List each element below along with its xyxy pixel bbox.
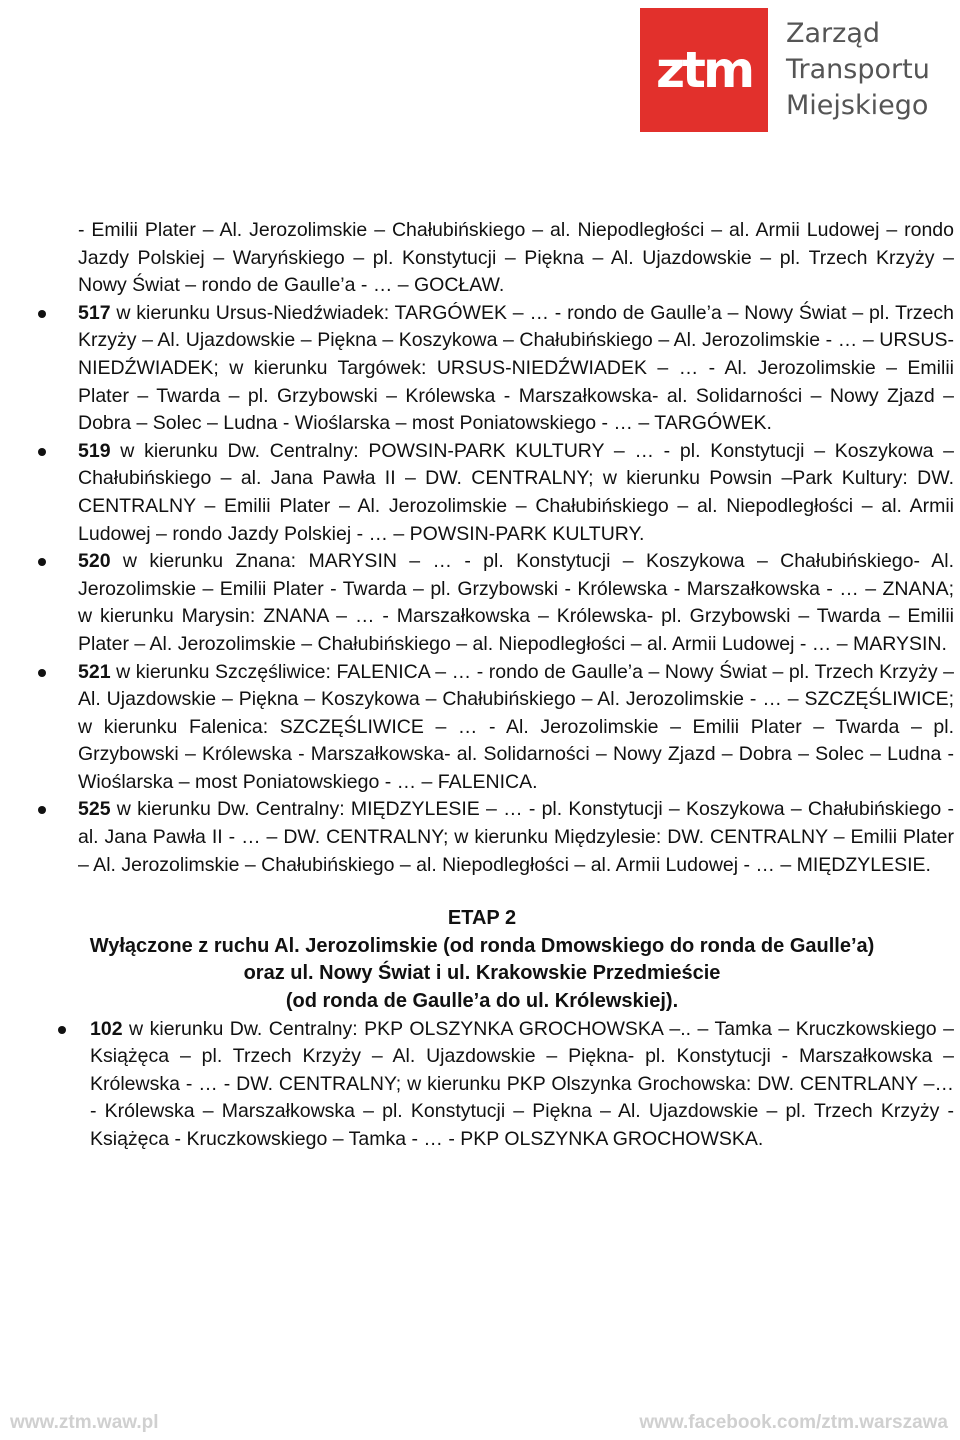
route-description: w kierunku Ursus-Niedźwiadek: TARGÓWEK – … - rondo de Gaulle’a – Nowy Świat – pl. Trzech Krzyży – Al. Ujazdowskie – Piękna – Koszykowa – Chałubińskiego – Al. Jerozolimskie - … – URSUS-NIEDŹWIADEK; w kierunku Targówek: URSUS-NIEDŹWIADEK – … - Al. Jerozolimskie – Emilii Plater – Twarda – pl. Grzybowski – Królewska - Marszałkowska- al. Solidarności – Nowy Zjazd – Dobra – Solec – Ludna - Wioślarska – most Poniatowskiego - … – TARGÓWEK.	[78, 301, 954, 435]
stage2-subheading-3: (od ronda de Gaulle’a do ul. Królewskiej).	[285, 990, 679, 1013]
footer-facebook-link[interactable]: www.facebook.com/ztm.warszawa	[639, 1412, 948, 1433]
route-item	[28, 548, 954, 658]
route-description: w kierunku Dw. Centralny: POWSIN-PARK KULTURY – … - pl. Konstytucji – Koszykowa – Chałubińskiego – al. Jana Pawła II – DW. CENTRALNY; w kierunku Powsin –Park Kultury: DW. CENTRALNY – Emilii Plater – Al. Jerozolimskie – Chałubińskiego – al. Niepodległości – al. Armii Ludowej – rondo Jazdy Polskiej - … – POWSIN-PARK KULTURY.	[78, 439, 954, 545]
route-list-stage2	[28, 1016, 954, 1154]
route-number: 520	[78, 550, 111, 573]
route-number: 519	[78, 439, 111, 462]
route-description: w kierunku Szczęśliwice: FALENICA – … - rondo de Gaulle’a – Nowy Świat – pl. Trzech Krzyży – Al. Ujazdowskie – Piękna – Koszykowa – Chałubińskiego – Al. Jerozolimskie - … – SZCZĘŚLIWICE; w kierunku Falenica: SZCZĘŚLIWICE – … - Al. Jerozolimskie – Emilii Plater – Twarda – pl. Grzybowski – Królewska - Marszałkowska- al. Solidarności – Nowy Zjazd – Dobra – Solec – Ludna - Wioślarska – most Poniatowskiego - … – FALENICA.	[78, 660, 954, 793]
logo-line-1: Zarząd	[786, 18, 880, 49]
route-item	[28, 659, 954, 797]
route-number: 525	[78, 798, 111, 821]
route-item	[28, 1016, 954, 1154]
logo-wordmark	[786, 16, 930, 124]
stage2-heading: ETAP 2	[447, 907, 517, 930]
page-footer	[0, 1412, 960, 1438]
route-description: w kierunku Dw. Centralny: MIĘDZYLESIE – … - pl. Konstytucji – Koszykowa – Chałubińskiego - al. Jana Pawła II - … – DW. CENTRALNY; w kierunku Międzylesie: DW. CENTRALNY – Emilii Plater – Al. Jerozolimskie – Chałubińskiego – al. Niepodległości – al. Armii Ludowej - … – MIĘDZYLESIE.	[78, 798, 954, 876]
document-body	[28, 217, 954, 1154]
route-description: w kierunku Dw. Centralny: PKP OLSZYNKA GROCHOWSKA –.. – Tamka – Kruczkowskiego – Książęca – pl. Trzech Krzyży – Al. Ujazdowskie – Piękna- pl. Konstytucji - Marszałkowska – Królewska - … - DW. CENTRALNY; w kierunku PKP Olszynka Grochowska: DW. CENTRLANY –… - Królewska – Marszałkowska – pl. Konstytucji – Piękna – Al. Ujazdowskie – pl. Trzech Krzyży - Książęca - Kruczkowskiego – Tamka - … - PKP OLSZYNKA GROCHOWSKA.	[90, 1017, 954, 1150]
stage2-subheading-1: Wyłączone z ruchu Al. Jerozolimskie (od ronda Dmowskiego do ronda de Gaulle’a)	[89, 934, 875, 957]
intro-paragraph: - Emilii Plater – Al. Jerozolimskie – Chałubińskiego – al. Niepodległości – al. Armii Ludowej – rondo Jazdy Polskiej – Waryńskiego – pl. Konstytucji – Piękna – Al. Ujazdowskie – pl. Trzech Krzyży – Nowy Świat – rondo de Gaulle’a - … – GOCŁAW.	[78, 219, 954, 297]
route-item	[28, 796, 954, 879]
route-number: 517	[78, 301, 111, 324]
route-number: 521	[78, 660, 111, 683]
stage2-heading-block	[8, 905, 956, 1015]
logo-mark: ztm	[640, 8, 768, 132]
route-list-stage1	[28, 300, 954, 879]
route-item	[28, 300, 954, 438]
ztm-logo	[640, 6, 950, 134]
route-number: 102	[90, 1017, 123, 1040]
route-description: w kierunku Znana: MARYSIN – … - pl. Konstytucji – Koszykowa – Chałubińskiego- Al. Jerozolimskie – Emilii Plater - Twarda – pl. Grzybowski - Królewska - Marszałkowska - … – ZNANA; w kierunku Marysin: ZNANA – … - Marszałkowska – Królewska- pl. Grzybowski – Twarda – Emilii Plater – Al. Jerozolimskie – Chałubińskiego – al. Niepodległości – al. Armii Ludowej - … – MARYSIN.	[78, 550, 954, 655]
logo-line-2: Transportu	[786, 54, 930, 85]
route-item	[28, 438, 954, 548]
footer-website-link[interactable]: www.ztm.waw.pl	[10, 1412, 159, 1433]
logo-line-3: Miejskiego	[786, 90, 929, 121]
stage2-subheading-2: oraz ul. Nowy Świat i ul. Krakowskie Przedmieście	[243, 962, 721, 985]
